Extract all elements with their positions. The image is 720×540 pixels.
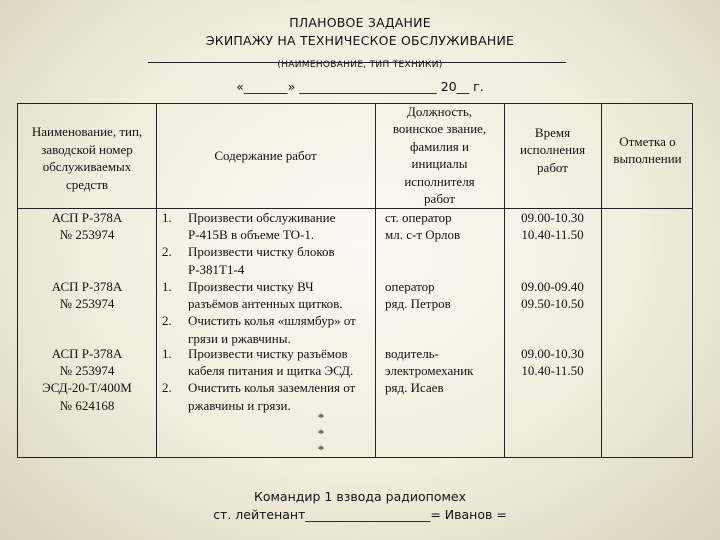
item-number: 1.: [162, 210, 172, 225]
header-executor-line: воинское звание,: [392, 121, 487, 136]
item-text: Очистить колья «шлямбур» от: [188, 313, 356, 329]
item-text: Произвести чистку разъёмов: [188, 346, 348, 361]
asterisk: *: [317, 410, 325, 425]
item-text: Произвести чистку блоков: [188, 244, 335, 260]
row1-time-line: 10.40-11.50: [521, 227, 584, 243]
row2-name: [18, 278, 156, 312]
header-name-line: обслуживаемых: [42, 159, 132, 174]
row1-item2: [162, 243, 372, 277]
date-line: «_______» ______________________ 20__ г.: [236, 79, 484, 94]
row3-time-line: 10.40-11.50: [521, 363, 584, 379]
item-number: 2.: [162, 380, 172, 396]
header-name: [18, 114, 156, 202]
asterisk: *: [317, 442, 325, 457]
row2-time-line: 09.50-10.50: [521, 296, 584, 312]
item-text: кабеля питания и щитка ЭСД.: [188, 363, 354, 379]
header-time-line: работ: [537, 159, 568, 175]
asterisk: *: [317, 426, 325, 441]
row3-name-line: АСП Р-378А: [51, 346, 123, 361]
row1-executor-line: мл. с-т Орлов: [385, 227, 461, 243]
continuation-asterisks: [156, 410, 486, 458]
header-name-line: заводской номер: [41, 141, 133, 157]
row1-name-line: АСП Р-378А: [51, 210, 123, 225]
row1-item1: [162, 209, 372, 243]
row3-executor: [385, 345, 503, 397]
header-content: [156, 104, 375, 208]
item-number: 1.: [162, 346, 172, 361]
header-executor-line: фамилия и: [409, 138, 469, 154]
row2-content: [162, 278, 372, 347]
header-time: [504, 104, 601, 208]
header-mark: [601, 104, 694, 208]
row1-content: [162, 209, 372, 278]
row1-name-line: № 253974: [59, 227, 115, 243]
row2-time-line: 09.00-09.40: [521, 279, 584, 294]
row3-item2: [162, 379, 372, 413]
header-mark-line: выполнении: [613, 151, 682, 166]
item-text: ржавчины и грязи.: [188, 397, 291, 413]
item-text: Р-381Т1-4: [188, 261, 245, 277]
row2-executor-line: оператор: [385, 279, 435, 294]
row3-executor-line: водитель-: [385, 346, 439, 361]
row2-executor-line: ряд. Петров: [385, 296, 451, 312]
row1-executor: [385, 209, 503, 243]
row2-executor: [385, 278, 503, 312]
header-time-line: Время: [534, 124, 571, 140]
row3-executor-line: электромеханик: [385, 363, 474, 379]
row2-time: [504, 278, 601, 312]
item-text: Р-415В в объеме ТО-1.: [188, 227, 315, 243]
row3-item1: [162, 345, 372, 379]
signature-name-line: ст. лейтенант____________________= Иванов =: [213, 507, 507, 522]
item-text: Очистить колья заземления от: [188, 380, 356, 396]
item-text: Произвести обслуживание: [188, 210, 336, 225]
equipment-caption: (НАИМЕНОВАНИЕ, ТИП ТЕХНИКИ): [277, 60, 443, 70]
row3-name-line: ЭСД-20-Т/400М: [42, 380, 132, 396]
header-executor-line: инициалы: [411, 156, 468, 171]
row3-name-line: № 624168: [59, 397, 115, 413]
row3-content: [162, 345, 372, 414]
task-table: [17, 103, 693, 458]
row3-time: [504, 345, 601, 379]
item-text: Произвести чистку ВЧ: [188, 279, 314, 294]
header-mark-line: Отметка о: [619, 133, 676, 149]
item-text: разъёмов антенных щитков.: [188, 296, 343, 312]
item-number: 1.: [162, 279, 172, 294]
header-name-line: средств: [65, 176, 109, 192]
row3-time-line: 09.00-10.30: [521, 346, 584, 361]
item-number: 2.: [162, 313, 172, 329]
item-text: грязи и ржавчины.: [188, 330, 291, 346]
header-executor: [375, 104, 504, 208]
row1-time-line: 09.00-10.30: [521, 210, 584, 225]
item-number: 2.: [162, 244, 172, 260]
row2-name-line: АСП Р-378А: [51, 279, 123, 294]
header-name-line: Наименование, тип,: [31, 124, 143, 139]
row3-name: [18, 345, 156, 414]
header-executor-line: исполнителя: [404, 173, 475, 189]
header-executor-line: работ: [424, 191, 455, 206]
header-time-line: исполнения: [519, 142, 586, 158]
row3-executor-line: ряд. Исаев: [385, 380, 444, 396]
row2-item1: [162, 278, 372, 312]
row2-name-line: № 253974: [59, 296, 115, 312]
row2-item2: [162, 312, 372, 346]
document-title-line1: ПЛАНОВОЕ ЗАДАНИЕ: [289, 15, 431, 30]
document-title-line2: ЭКИПАЖУ НА ТЕХНИЧЕСКОЕ ОБСЛУЖИВАНИЕ: [205, 33, 515, 48]
row1-name: [18, 209, 156, 243]
signature-position: Командир 1 взвода радиопомех: [253, 489, 467, 504]
row1-executor-line: ст. оператор: [385, 210, 452, 225]
row1-time: [504, 209, 601, 243]
row3-name-line: № 253974: [59, 363, 115, 379]
header-content-text: Содержание работ: [214, 148, 317, 164]
header-executor-line: Должность,: [406, 103, 473, 119]
